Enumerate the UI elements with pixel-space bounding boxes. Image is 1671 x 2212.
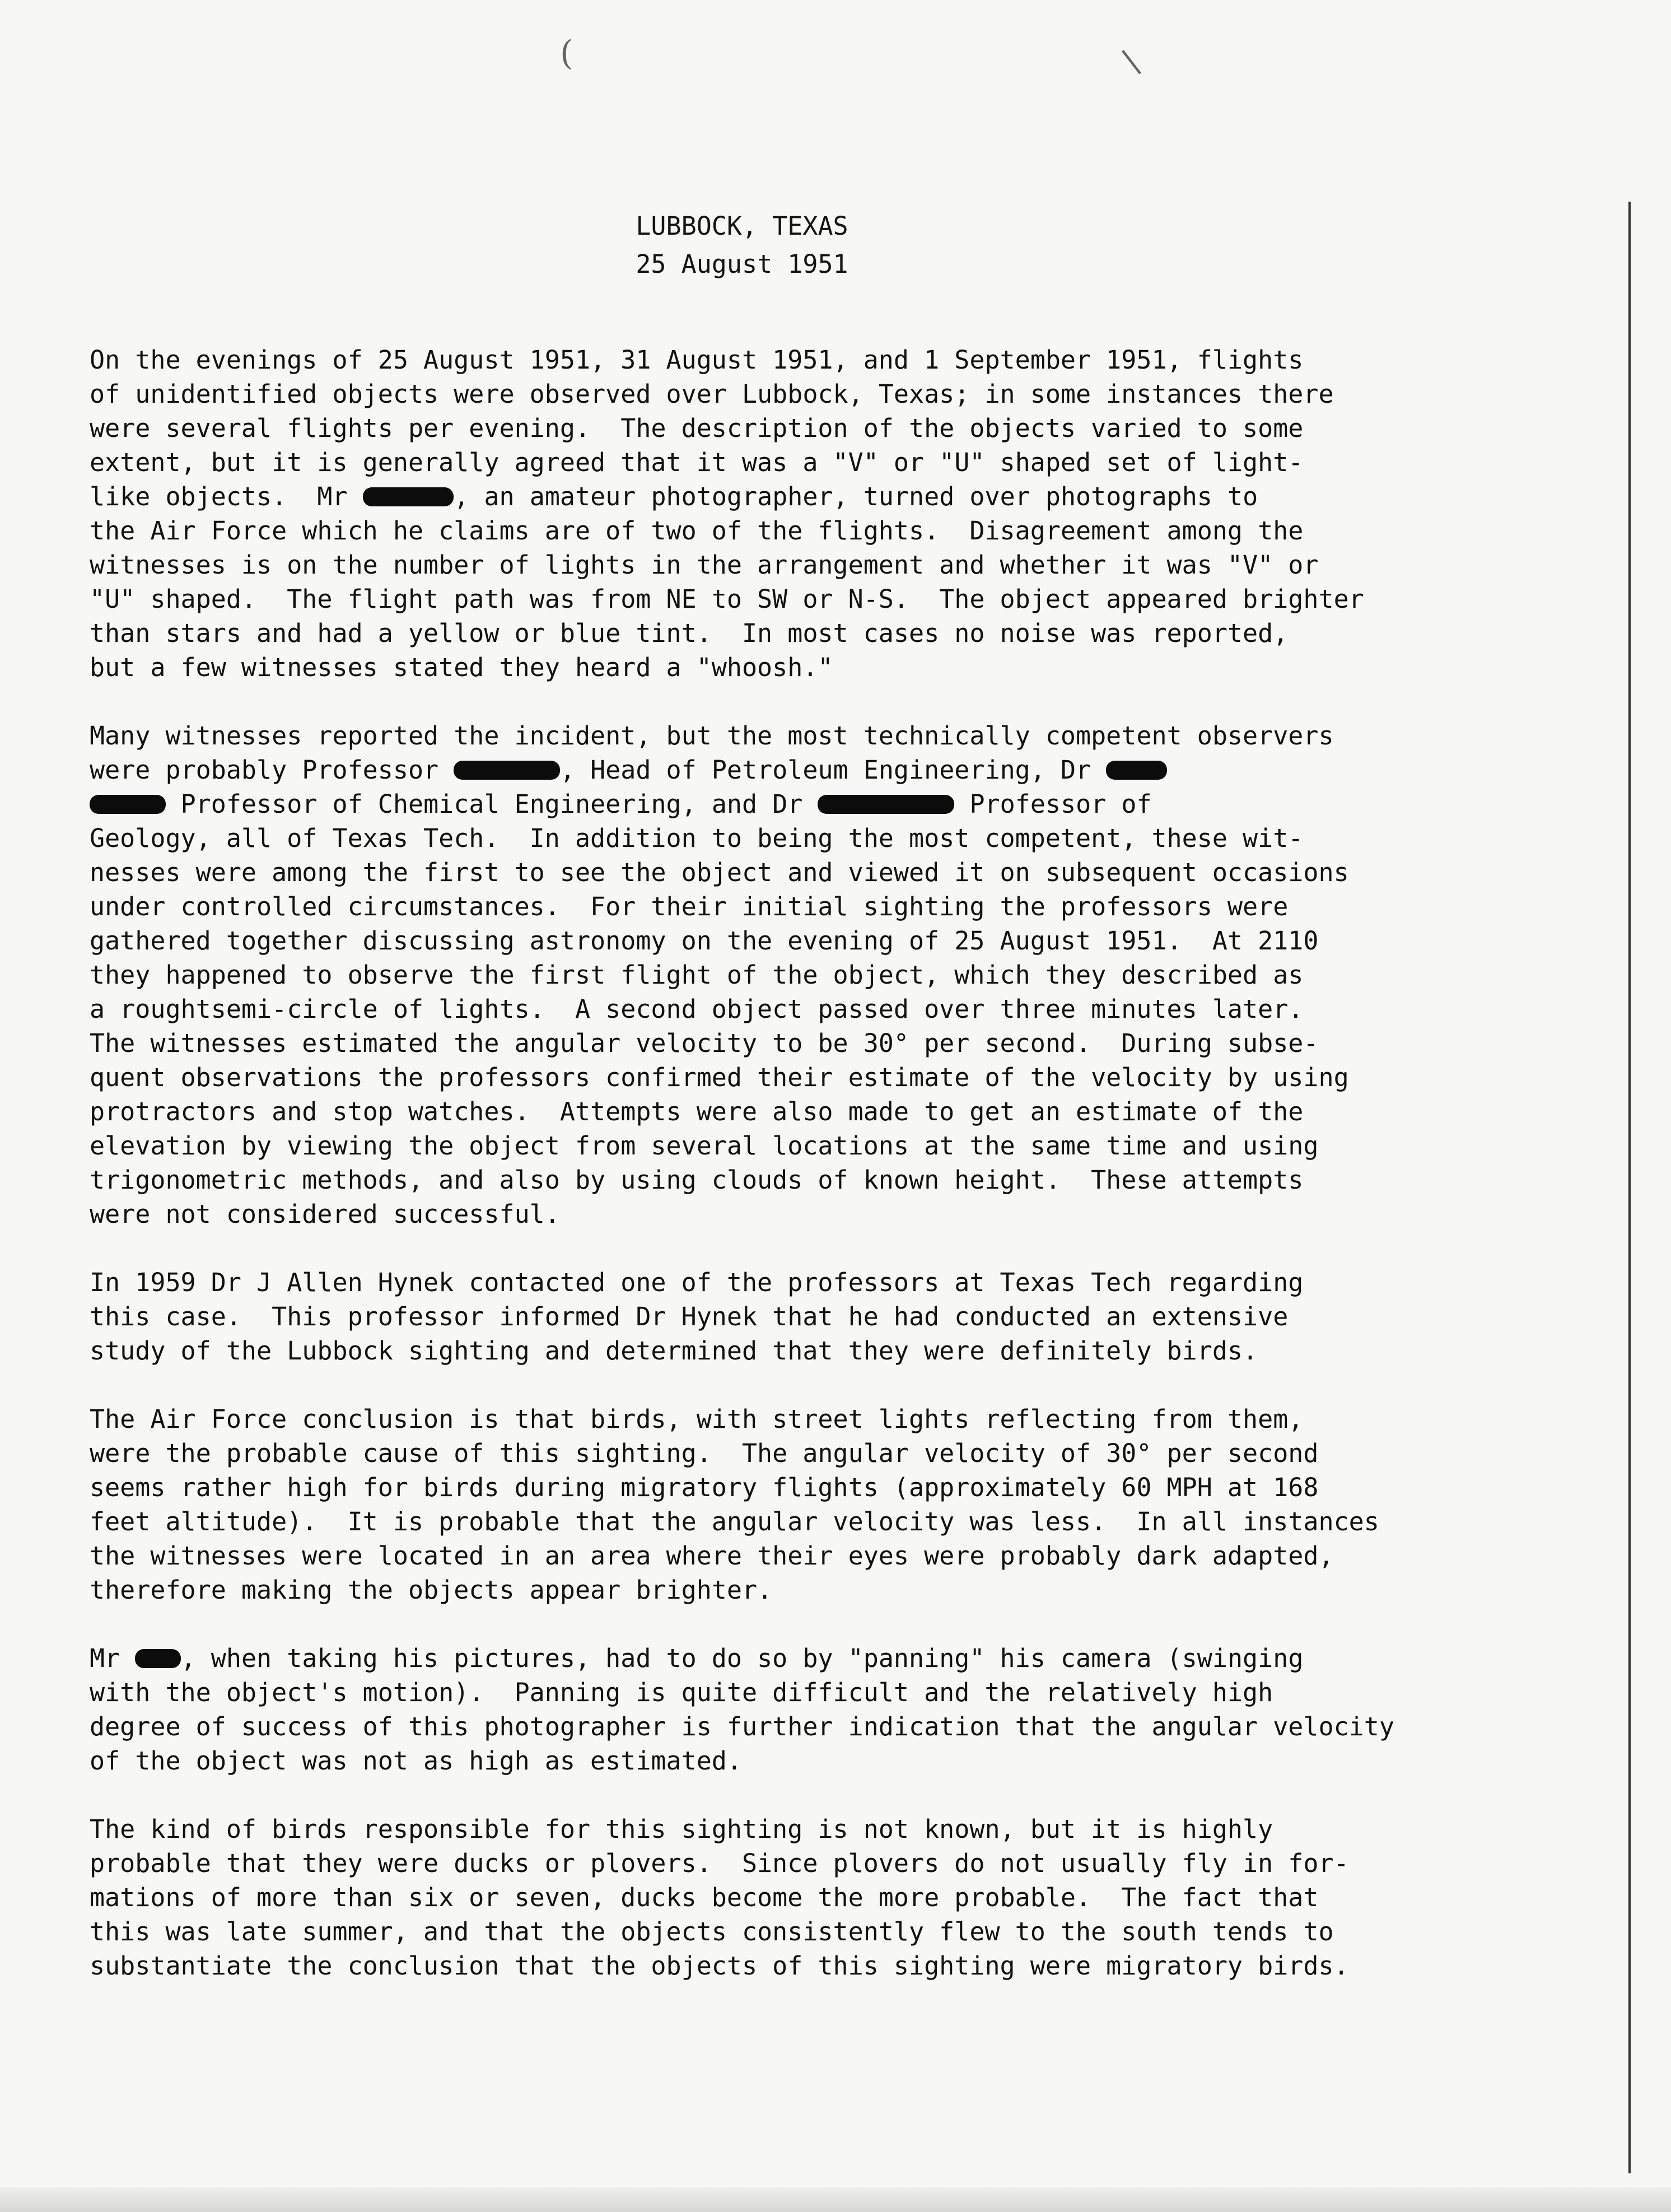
text-line bbox=[90, 1846, 1635, 1880]
text-segment: like objects. Mr bbox=[90, 482, 363, 511]
text-line bbox=[90, 719, 1635, 753]
text-line bbox=[90, 1573, 1635, 1607]
text-line bbox=[90, 924, 1635, 958]
text-line bbox=[90, 958, 1635, 992]
text-segment: substantiate the conclusion that the objects of this sighting were migratory birds. bbox=[90, 1951, 1349, 1981]
text-segment: trigonometric methods, and also by using clouds of known height. These attempts bbox=[90, 1165, 1304, 1195]
redaction-mark bbox=[135, 1649, 180, 1668]
text-line bbox=[90, 1095, 1635, 1129]
text-line bbox=[90, 1539, 1635, 1573]
text-segment: were several flights per evening. The description of the objects varied to some bbox=[90, 413, 1304, 443]
text-line bbox=[90, 1812, 1635, 1846]
text-line bbox=[90, 821, 1635, 855]
text-segment: Professor of Chemical Engineering, and Dr bbox=[165, 789, 818, 819]
text-segment: of unidentified objects were observed over Lubbock, Texas; in some instances there bbox=[90, 379, 1334, 409]
text-line bbox=[90, 787, 1635, 821]
redaction-mark bbox=[363, 487, 454, 506]
text-line bbox=[90, 616, 1635, 650]
text-segment: , Head of Petroleum Engineering, Dr bbox=[559, 755, 1107, 785]
text-segment: Professor of bbox=[954, 789, 1152, 819]
margin-mark-left: ( bbox=[560, 34, 573, 73]
text-line bbox=[90, 377, 1635, 411]
margin-mark-right: \ bbox=[1119, 41, 1143, 82]
text-segment: seems rather high for birds during migratory flights (approximately 60 MPH at 168 bbox=[90, 1473, 1319, 1502]
paragraph bbox=[90, 1812, 1635, 1983]
text-segment: The witnesses estimated the angular velocity to be 30° per second. During subse- bbox=[90, 1028, 1319, 1058]
text-line bbox=[90, 1641, 1635, 1675]
text-line bbox=[90, 1880, 1635, 1915]
heading-location: LUBBOCK, TEXAS bbox=[636, 211, 848, 241]
text-line bbox=[90, 1265, 1635, 1300]
paragraph bbox=[90, 719, 1635, 1231]
text-segment: they happened to observe the first flight of the object, which they described as bbox=[90, 960, 1304, 990]
text-segment: this was late summer, and that the objects consistently flew to the south tends to bbox=[90, 1917, 1334, 1946]
text-line bbox=[90, 650, 1635, 684]
text-segment: degree of success of this photographer is further indication that the angular velocity bbox=[90, 1712, 1394, 1741]
text-line bbox=[90, 1402, 1635, 1436]
text-segment: the Air Force which he claims are of two of the flights. Disagreement among the bbox=[90, 516, 1304, 546]
text-segment: probable that they were ducks or plovers. Since plovers do not usually fly in for- bbox=[90, 1848, 1349, 1878]
text-segment: mations of more than six or seven, ducks become the more probable. The fact that bbox=[90, 1883, 1319, 1912]
text-segment: "U" shaped. The flight path was from NE to SW or N-S. The object appeared brighter bbox=[90, 584, 1364, 614]
paragraph bbox=[90, 1402, 1635, 1607]
text-segment: nesses were among the first to see the object and viewed it on subsequent occasions bbox=[90, 858, 1349, 887]
text-line bbox=[90, 992, 1635, 1026]
text-line bbox=[90, 479, 1635, 514]
text-line bbox=[90, 753, 1635, 787]
redaction-mark bbox=[818, 795, 954, 814]
text-segment: feet altitude). It is probable that the angular velocity was less. In all instances bbox=[90, 1507, 1379, 1536]
text-line bbox=[90, 1470, 1635, 1505]
text-segment: elevation by viewing the object from several locations at the same time and using bbox=[90, 1131, 1319, 1161]
text-line bbox=[90, 1197, 1635, 1231]
text-line bbox=[90, 1436, 1635, 1470]
text-line bbox=[90, 411, 1635, 445]
text-segment: gathered together discussing astronomy on the evening of 25 August 1951. At 2110 bbox=[90, 926, 1319, 956]
scan-bottom-edge bbox=[0, 2187, 1671, 2212]
text-segment: but a few witnesses stated they heard a "whoosh." bbox=[90, 653, 833, 682]
text-segment: The kind of birds responsible for this sighting is not known, but it is highly bbox=[90, 1814, 1273, 1844]
text-segment: under controlled circumstances. For their initial sighting the professors were bbox=[90, 892, 1289, 921]
redaction-mark bbox=[454, 761, 560, 780]
document-body bbox=[90, 343, 1635, 1983]
text-segment: The Air Force conclusion is that birds, with street lights reflecting from them, bbox=[90, 1404, 1304, 1434]
text-segment: the witnesses were located in an area where their eyes were probably dark adapted, bbox=[90, 1541, 1334, 1571]
text-line bbox=[90, 1915, 1635, 1949]
text-segment: study of the Lubbock sighting and determined that they were definitely birds. bbox=[90, 1336, 1258, 1366]
text-segment: Geology, all of Texas Tech. In addition to being the most competent, these wit- bbox=[90, 823, 1304, 853]
text-segment: witnesses is on the number of lights in the arrangement and whether it was "V" or bbox=[90, 550, 1319, 580]
text-segment: In 1959 Dr J Allen Hynek contacted one of the professors at Texas Tech regarding bbox=[90, 1268, 1304, 1297]
text-segment: this case. This professor informed Dr Hynek that he had conducted an extensive bbox=[90, 1302, 1289, 1331]
text-segment: a roughtsemi-circle of lights. A second object passed over three minutes later. bbox=[90, 994, 1304, 1024]
text-line bbox=[90, 1334, 1635, 1368]
text-segment: of the object was not as high as estimated. bbox=[90, 1746, 742, 1776]
text-segment: with the object's motion). Panning is quite difficult and the relatively high bbox=[90, 1678, 1273, 1707]
text-segment: Many witnesses reported the incident, but the most technically competent observers bbox=[90, 721, 1334, 751]
redaction-mark bbox=[90, 795, 166, 814]
text-segment: were not considered successful. bbox=[90, 1199, 560, 1229]
text-segment: than stars and had a yellow or blue tint. In most cases no noise was reported, bbox=[90, 618, 1289, 648]
text-line bbox=[90, 445, 1635, 479]
text-segment: , an amateur photographer, turned over photographs to bbox=[454, 482, 1258, 511]
text-line bbox=[90, 855, 1635, 890]
heading-date: 25 August 1951 bbox=[636, 249, 848, 279]
text-segment: extent, but it is generally agreed that it was a "V" or "U" shaped set of light- bbox=[90, 448, 1304, 477]
paragraph bbox=[90, 1265, 1635, 1368]
text-line bbox=[90, 1026, 1635, 1060]
text-line bbox=[90, 1949, 1635, 1983]
text-line bbox=[90, 1300, 1635, 1334]
text-line bbox=[90, 1505, 1635, 1539]
text-segment: On the evenings of 25 August 1951, 31 August 1951, and 1 September 1951, flights bbox=[90, 345, 1304, 375]
text-line bbox=[90, 1710, 1635, 1744]
text-line bbox=[90, 890, 1635, 924]
text-segment: therefore making the objects appear brighter. bbox=[90, 1575, 773, 1605]
text-line bbox=[90, 582, 1635, 616]
text-line bbox=[90, 343, 1635, 377]
text-line bbox=[90, 1060, 1635, 1095]
redaction-mark bbox=[1106, 761, 1166, 780]
text-segment: Mr bbox=[90, 1643, 136, 1673]
text-segment: were probably Professor bbox=[90, 755, 454, 785]
text-line bbox=[90, 514, 1635, 548]
text-segment: were the probable cause of this sighting. The angular velocity of 30° per second bbox=[90, 1438, 1319, 1468]
text-line bbox=[90, 1129, 1635, 1163]
document-heading bbox=[602, 207, 882, 283]
paragraph bbox=[90, 343, 1635, 684]
text-line bbox=[90, 548, 1635, 582]
text-line bbox=[90, 1163, 1635, 1197]
text-segment: protractors and stop watches. Attempts were also made to get an estimate of the bbox=[90, 1097, 1304, 1126]
text-segment: , when taking his pictures, had to do so by "panning" his camera (swinging bbox=[180, 1643, 1304, 1673]
text-line bbox=[90, 1744, 1635, 1778]
paragraph bbox=[90, 1641, 1635, 1778]
text-line bbox=[90, 1675, 1635, 1710]
text-segment: quent observations the professors confirmed their estimate of the velocity by using bbox=[90, 1063, 1349, 1092]
